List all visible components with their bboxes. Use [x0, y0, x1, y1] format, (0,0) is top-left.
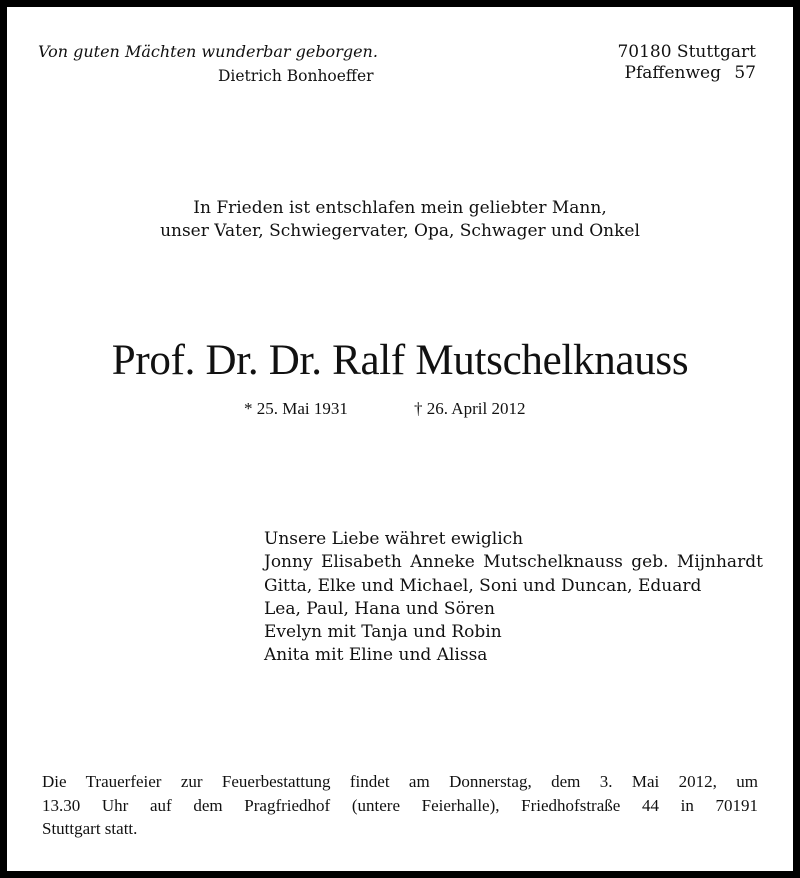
motto-quote: Von guten Mächten wunderbar geborgen. — [38, 42, 378, 61]
family-line: Gitta, Elke und Michael, Soni und Duncan, Eduard — [264, 575, 702, 596]
funeral-line-2: 13.30 Uhr auf dem Pragfriedhof (untere Feierhalle), Friedhofstraße 44 in 70191 — [42, 795, 758, 815]
intro-line-1: In Frieden ist entschlafen mein geliebter Mann, — [193, 198, 607, 218]
family-line: Lea, Paul, Hana und Sören — [264, 598, 495, 619]
intro-text — [0, 197, 800, 243]
family-motto: Unsere Liebe währet ewiglich — [264, 529, 524, 549]
family-line: Anita mit Eline und Alissa — [264, 645, 488, 666]
funeral-line-3: Stuttgart statt. — [42, 819, 138, 838]
funeral-line-1: Die Trauerfeier zur Feuerbestattung findet am Donnerstag, dem 3. Mai 2012, um — [42, 772, 758, 791]
birth-date: * 25. Mai 1931 — [244, 399, 348, 418]
address-city: 70180 Stuttgart — [617, 42, 756, 62]
family-list — [264, 528, 763, 668]
deceased-name: Prof. Dr. Dr. Ralf Mutschelknauss — [111, 337, 689, 384]
address-street: Pfaffenweg 57 — [624, 63, 756, 83]
death-date: † 26. April 2012 — [414, 399, 526, 418]
family-line: Evelyn mit Tanja und Robin — [264, 622, 502, 643]
motto-author: Dietrich Bonhoeffer — [218, 67, 374, 85]
family-line: Jonny Elisabeth Anneke Mutschelknauss geb. Mijnhardt — [264, 552, 763, 573]
funeral-notice — [42, 770, 758, 841]
intro-line-2: unser Vater, Schwiegervater, Opa, Schwager und Onkel — [160, 221, 640, 241]
